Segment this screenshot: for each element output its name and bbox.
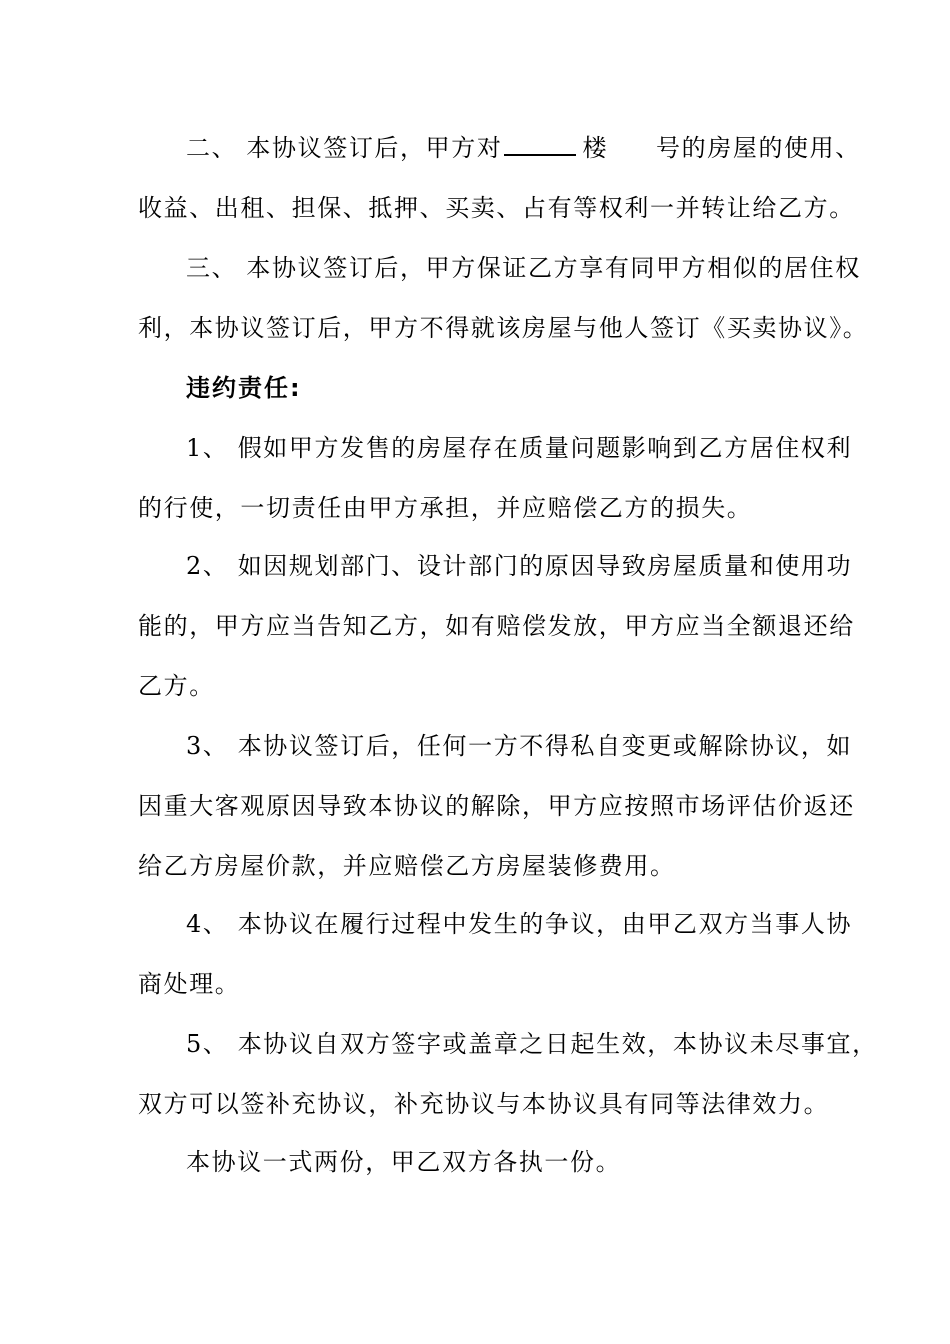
clause-2-text-after: 号的房屋的使用、 (656, 134, 861, 162)
item-5-line-2: 双方可以签补充协议，补充协议与本协议具有同等法律效力。 (138, 1090, 830, 1118)
clause-3-line-2: 利，本协议签订后，甲方不得就该房屋与他人签订《买卖协议》。 (138, 314, 869, 342)
item-4-line-1: 4、 本协议在履行过程中发生的争议，由甲乙双方当事人协 (186, 910, 853, 938)
item-2-line-2: 能的，甲方应当告知乙方，如有赔偿发放，甲方应当全额退还给 (138, 612, 855, 640)
item-1-line-2: 的行使，一切责任由甲方承担，并应赔偿乙方的损失。 (138, 494, 753, 522)
item-3-line-3: 给乙方房屋价款，并应赔偿乙方房屋装修费用。 (138, 852, 676, 880)
clause-2-line-2: 收益、出租、担保、抵押、买卖、占有等权利一并转让给乙方。 (138, 194, 855, 222)
item-4-line-2: 商处理。 (138, 970, 241, 998)
item-2-line-1: 2、 如因规划部门、设计部门的原因导致房屋质量和使用功 (186, 552, 853, 580)
clause-2-building-label: 楼 (582, 134, 609, 162)
building-number-blank (504, 132, 576, 156)
item-3-line-1: 3、 本协议签订后，任何一方不得私自变更或解除协议，如 (186, 732, 853, 760)
clause-2-text-before: 二、 本协议签订后，甲方对 (186, 134, 503, 162)
closing-statement: 本协议一式两份，甲乙双方各执一份。 (186, 1148, 622, 1176)
item-1-line-1: 1、 假如甲方发售的房屋存在质量问题影响到乙方居住权利 (186, 434, 853, 462)
item-5-line-1: 5、 本协议自双方签字或盖章之日起生效，本协议未尽事宜， (186, 1030, 878, 1058)
liability-heading: 违约责任: (186, 374, 302, 402)
item-3-line-2: 因重大客观原因导致本协议的解除，甲方应按照市场评估价返还 (138, 792, 855, 820)
item-2-line-3: 乙方。 (138, 672, 215, 700)
clause-3-line-1: 三、 本协议签订后，甲方保证乙方享有同甲方相似的居住权 (186, 254, 861, 282)
clause-2-line-1 (186, 132, 861, 164)
